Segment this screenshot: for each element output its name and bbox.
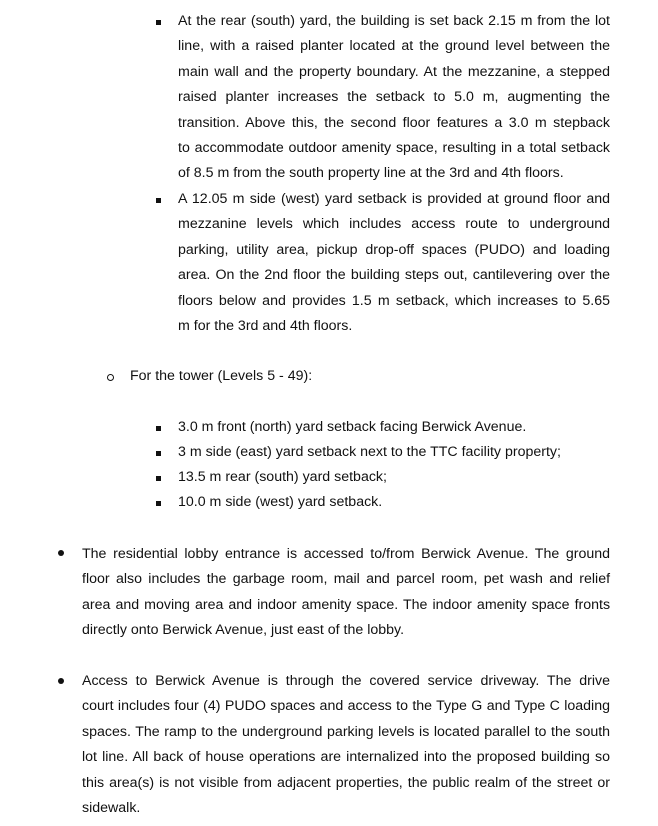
square-bullet-icon bbox=[156, 476, 161, 481]
text-line: area. On the 2nd floor the building steps out, cantilevering over the bbox=[178, 267, 610, 284]
tower-item bbox=[178, 465, 610, 490]
square-bullet-icon bbox=[156, 198, 161, 203]
text-line: lot line. All back of house operations are internalized into the proposed building so bbox=[82, 749, 611, 766]
text-line: sidewalk. bbox=[82, 800, 141, 817]
text-line: A 12.05 m side (west) yard setback is provided at ground floor and bbox=[178, 191, 610, 207]
rear-yard-setback-paragraph bbox=[178, 9, 610, 187]
text-line: this area(s) is not visible from adjacent properties, the public realm of the street or bbox=[82, 774, 610, 791]
text-line: The residential lobby entrance is accessed to/from Berwick Avenue. The ground bbox=[82, 546, 611, 562]
text-line: to accommodate outdoor amenity space, resulting in a total setback bbox=[178, 140, 611, 157]
square-bullet-icon bbox=[156, 501, 161, 506]
text-line: Access to Berwick Avenue is through the covered service driveway. The drive bbox=[82, 673, 610, 689]
text-line: parking, utility area, pickup drop-off spaces (PUDO) and loading bbox=[178, 241, 611, 258]
square-bullet-icon bbox=[156, 451, 161, 456]
text-line: line, with a raised planter located at the ground level between the bbox=[178, 38, 610, 55]
bullet-icon bbox=[58, 678, 64, 684]
tower-item bbox=[178, 415, 610, 440]
west-yard-setback-paragraph bbox=[178, 187, 610, 339]
text-line: mezzanine levels which includes access route to underground bbox=[178, 216, 611, 233]
text-line: floors below and provides 1.5 m setback, which increases to 5.65 bbox=[178, 292, 610, 309]
circle-bullet-icon bbox=[107, 374, 114, 381]
tower-heading-text: For the tower (Levels 5 - 49): bbox=[130, 368, 313, 384]
text-line: court includes four (4) PUDO spaces and access to the Type G and Type C loading bbox=[82, 698, 610, 715]
text-line: transition. Above this, the second floor features a 3.0 m stepback bbox=[178, 114, 610, 131]
text-line: 3.0 m front (north) yard setback facing Berwick Avenue. bbox=[178, 419, 527, 435]
tower-heading bbox=[130, 364, 530, 389]
text-line: spaces. The ramp to the underground parking levels is located parallel to the south bbox=[82, 723, 611, 740]
text-line: m for the 3rd and 4th floors. bbox=[178, 318, 353, 335]
square-bullet-icon bbox=[156, 426, 161, 431]
text-line: 3 m side (east) yard setback next to the TTC facility property; bbox=[178, 444, 561, 460]
text-line: At the rear (south) yard, the building is set back 2.15 m from the lot bbox=[178, 13, 610, 29]
text-line: area and moving area and indoor amenity space. The indoor amenity space fronts bbox=[82, 596, 611, 613]
square-bullet-icon bbox=[156, 20, 161, 25]
text-line: of 8.5 m from the south property line at the 3rd and 4th floors. bbox=[178, 165, 564, 182]
text-line: raised planter increases the setback to 5.0 m, augmenting the bbox=[178, 89, 611, 106]
bullet-icon bbox=[58, 550, 64, 556]
text-line: floor also includes the garbage room, mail and parcel room, pet wash and relief bbox=[82, 571, 611, 588]
text-line: 10.0 m side (west) yard setback. bbox=[178, 494, 383, 510]
tower-item bbox=[178, 440, 610, 465]
text-line: main wall and the property boundary. At the mezzanine, a stepped bbox=[178, 63, 610, 80]
text-line: 13.5 m rear (south) yard setback; bbox=[178, 469, 387, 485]
lobby-paragraph bbox=[82, 542, 610, 644]
access-paragraph bbox=[82, 669, 610, 821]
text-line: directly onto Berwick Avenue, just east of the lobby. bbox=[82, 622, 405, 639]
tower-item bbox=[178, 490, 610, 515]
